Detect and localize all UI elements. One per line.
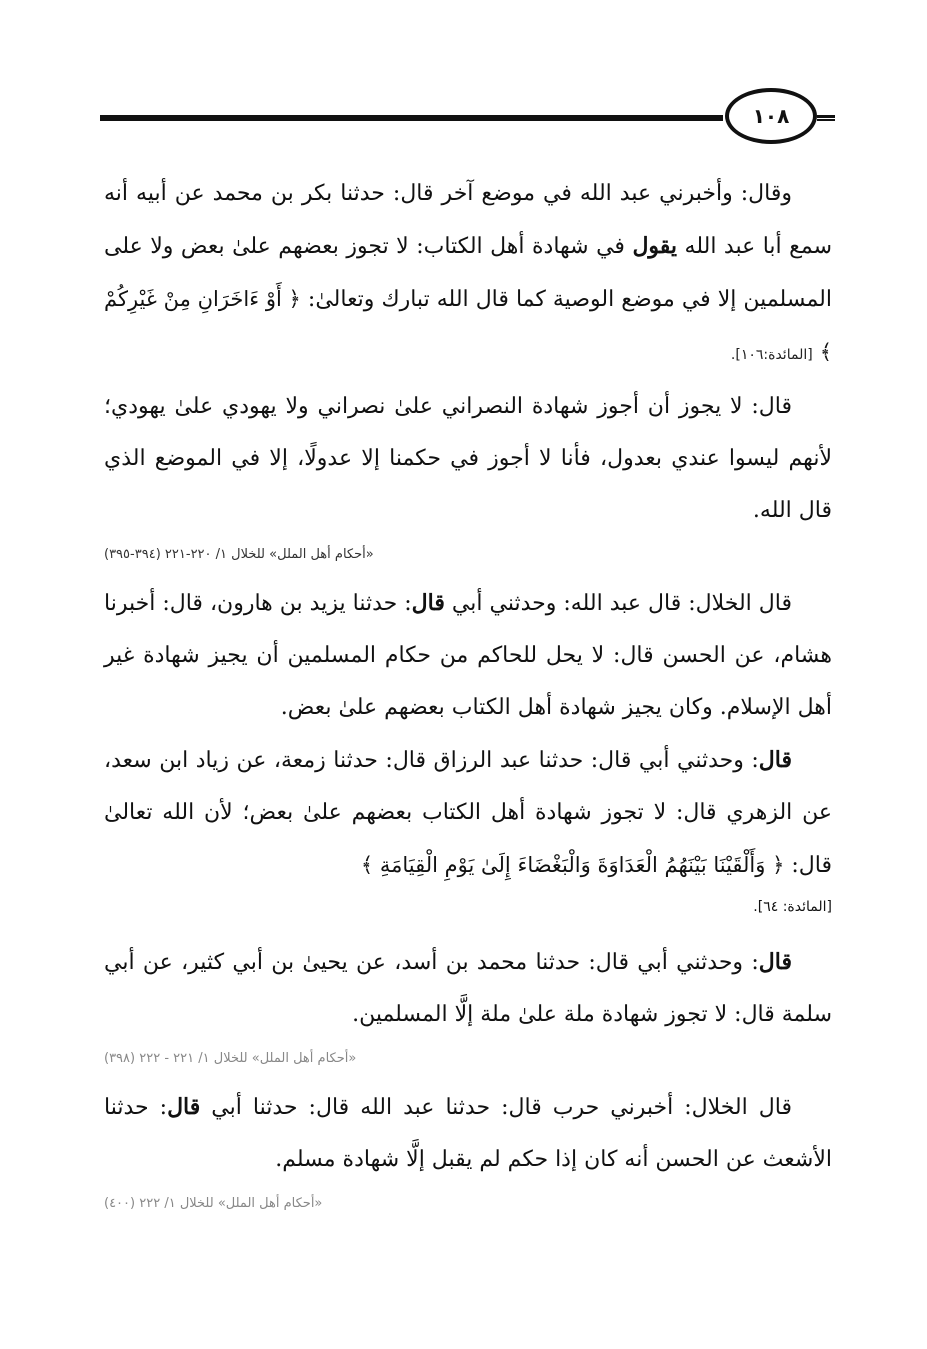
text-segment: : حدثنا الأشعث عن الحسن أنه كان إذا حكم لم يقبل إلَّا شهادة مسلم. bbox=[104, 1095, 832, 1172]
source-citation: «أحكام أهل الملل» للخلال ١/ ٢٢١ - ٢٢٢ (٣٩٨) bbox=[104, 1051, 357, 1066]
paragraph bbox=[104, 168, 832, 381]
source-citation: «أحكام أهل الملل» للخلال ١/ ٢٢٠-٢٢١ (٣٩٤-٣٩٥) bbox=[104, 547, 374, 562]
quran-verse: ﴿ وَأَلْقَيْنَا بَيْنَهُمُ الْعَدَاوَةَ وَالْبَغْضَاءَ إِلَىٰ يَوْمِ الْقِيَامَةِ ﴾ bbox=[360, 853, 785, 877]
text-segment: في شهادة أهل الكتاب: لا تجوز بعضهم علىٰ بعض ولا على المسلمين إلا في موضع الوصية كما قال الله تبارك وتعالىٰ: bbox=[104, 234, 832, 312]
paragraph bbox=[104, 936, 832, 1041]
paragraph bbox=[104, 734, 832, 892]
page-number: ١٠٨ bbox=[725, 88, 817, 144]
paragraph bbox=[104, 1081, 832, 1186]
header-rule-end bbox=[817, 115, 835, 121]
text-segment: : وحدثني أبي قال: حدثنا محمد بن أسد، عن يحيىٰ بن أبي كثير، عن أبي سلمة قال: لا تجوز شهادة ملة علىٰ ملة إلَّا المسلمين. bbox=[104, 950, 832, 1027]
header-rule bbox=[100, 115, 723, 121]
paragraph bbox=[104, 577, 832, 734]
text-segment: وقال: وأخبرني عبد الله في موضع آخر قال: حدثنا بكر بن محمد عن أبيه أنه سمع أبا عبد الله bbox=[104, 181, 833, 259]
bold-word: قال bbox=[167, 1094, 201, 1120]
text-segment: : وحدثني أبي قال: حدثنا عبد الرزاق قال: حدثنا زمعة، عن زياد ابن سعد، عن الزهري قال: لا تجوز شهادة أهل الكتاب بعضهم علىٰ بعض؛ لأن الله تعالىٰ قال: bbox=[104, 748, 832, 878]
main-text bbox=[104, 168, 832, 1226]
bold-word: قال bbox=[758, 747, 792, 773]
verse-reference: [المائدة: ٦٤]. bbox=[753, 899, 832, 915]
text-segment: قال: لا يجوز أن أجوز شهادة النصراني علىٰ نصراني ولا يهودي علىٰ يهودي؛ لأنهم ليسوا عندي بعدول، فأنا لا أجوز في حكمنا إلا عدولًا، إلا في الموضع الذي قال الله. bbox=[104, 394, 832, 523]
bold-word: قال bbox=[411, 590, 445, 616]
quran-verse: ﴿ أَوْ ءَاخَرَانِ مِنْ غَيْرِكُمْ ﴾ bbox=[104, 287, 832, 364]
source-citation: «أحكام أهل الملل» للخلال ١/ ٢٢٢ (٤٠٠) bbox=[104, 1196, 323, 1211]
bold-word: يقول bbox=[632, 233, 678, 259]
text-segment: : حدثنا يزيد بن هارون، قال: أخبرنا هشام، عن الحسن قال: لا يحل للحاكم من حكام المسلمين أن يجيز شهادة غير أهل الإسلام. وكان يجيز شهادة أهل الكتاب بعضهم علىٰ بعض. bbox=[104, 591, 832, 720]
page-header bbox=[100, 88, 835, 148]
verse-reference: [المائدة:١٠٦]. bbox=[730, 347, 813, 363]
bold-word: قال bbox=[758, 949, 792, 975]
text-segment: قال الخلال: أخبرني حرب قال: حدثنا عبد الله قال: حدثنا أبي bbox=[200, 1095, 792, 1120]
paragraph bbox=[104, 381, 832, 537]
text-segment: قال الخلال: قال عبد الله: وحدثني أبي bbox=[444, 591, 793, 616]
